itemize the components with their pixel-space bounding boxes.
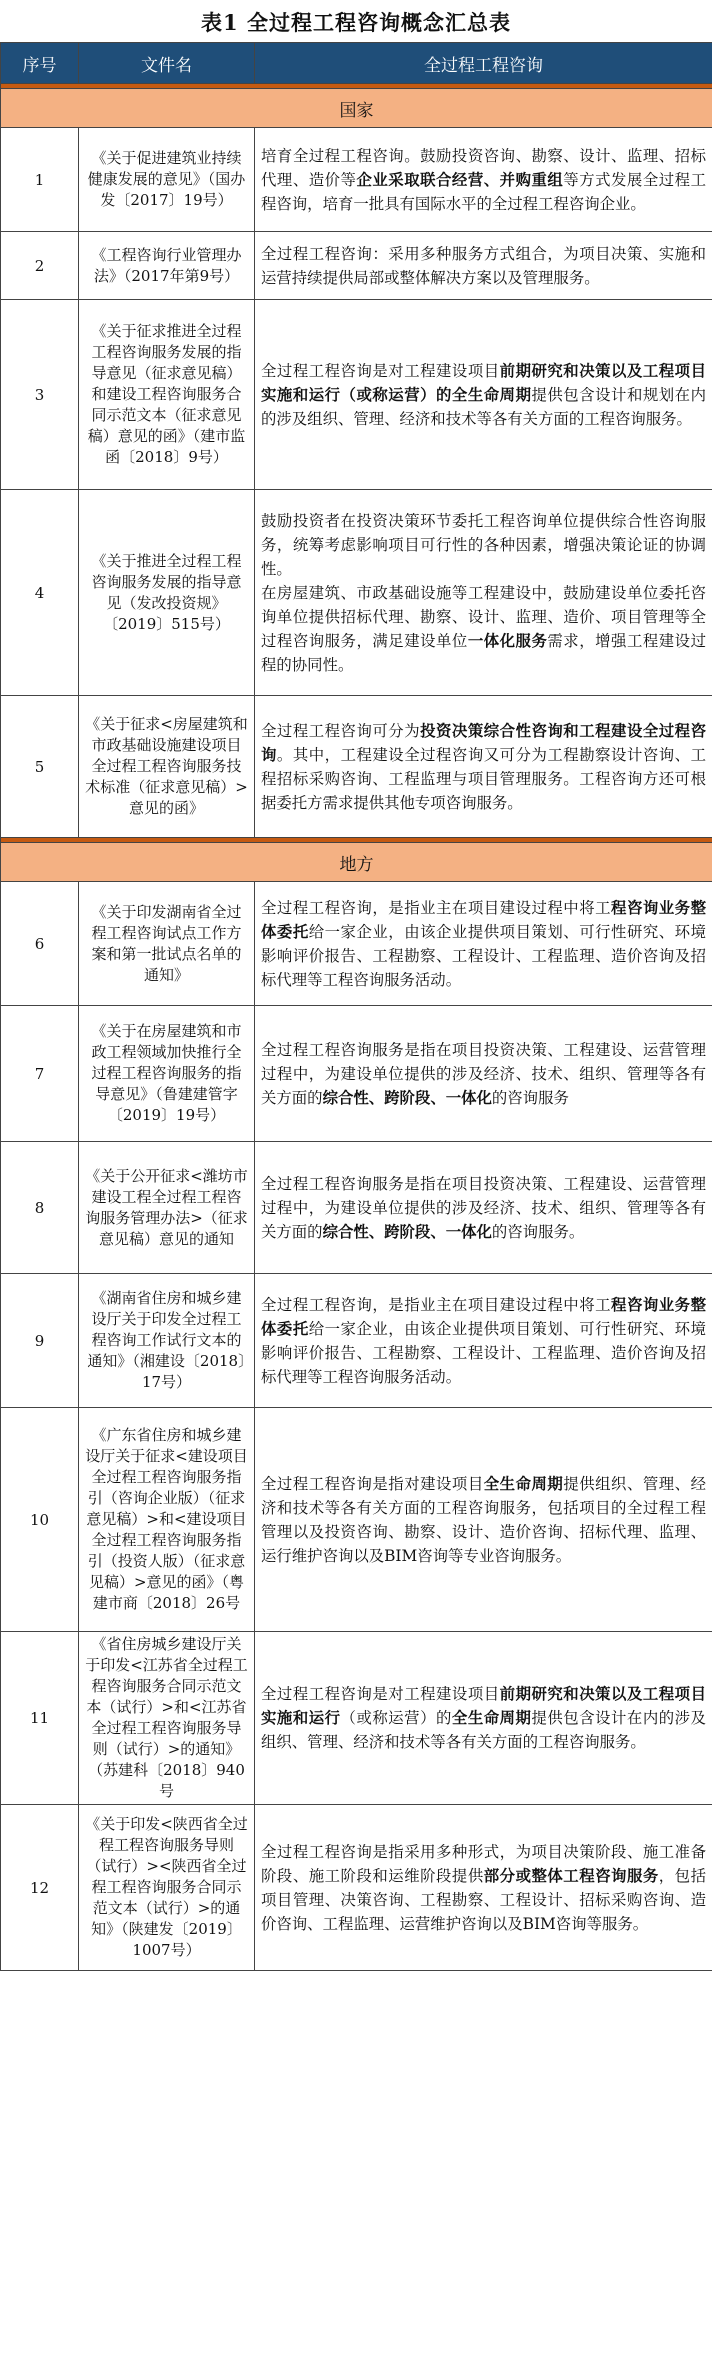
- document-name: 《关于推进全过程工程咨询服务发展的指导意见（发改投资规》〔2019〕515号）: [79, 490, 255, 696]
- table-row: [1, 882, 712, 1006]
- description-text: 全过程工程咨询：采用多种服务方式组合，为项目决策、实施和运营持续提供局部或整体解决方案以及管理服务。: [261, 244, 706, 287]
- consulting-description: [255, 1274, 712, 1408]
- header-filename: 文件名: [79, 43, 255, 84]
- consulting-description: [255, 1805, 712, 1971]
- row-number: 4: [1, 490, 79, 696]
- section-national-label: 国家: [1, 89, 712, 128]
- table-row: [1, 1632, 712, 1805]
- consulting-description: [255, 1408, 712, 1632]
- table-title: 表1 全过程工程咨询概念汇总表: [201, 10, 511, 35]
- consulting-description: [255, 1142, 712, 1274]
- description-text: 全过程工程咨询是指对建设项目: [261, 1474, 484, 1493]
- consulting-description: [255, 128, 712, 232]
- document-name: 《关于征求<房屋建筑和市政基础设施建设项目全过程工程咨询服务技术标准（征求意见稿）>意见的函》: [79, 696, 255, 838]
- document-name: 《广东省住房和城乡建设厅关于征求<建设项目全过程工程咨询服务指引（咨询企业版）（征求意见稿）>和<建设项目全过程工程咨询服务指引（投资人版）（征求意见稿）>意见的函》（粤建市商〔2018〕26号: [79, 1408, 255, 1632]
- consulting-description: [255, 232, 712, 300]
- table-row: [1, 696, 712, 838]
- table-row: [1, 1142, 712, 1274]
- row-number: 5: [1, 696, 79, 838]
- row-number: 6: [1, 882, 79, 1006]
- description-text: 等方式发展全过程工程咨询，培育一批具有国际水平的全过程工程咨询企业。: [261, 170, 706, 213]
- row-number: 9: [1, 1274, 79, 1408]
- document-name: 《湖南省住房和城乡建设厅关于印发全过程工程咨询工作试行文本的通知》（湘建设〔2018〕17号）: [79, 1274, 255, 1408]
- consulting-description: [255, 300, 712, 490]
- description-emphasis: 前期研究和决策以及工程项目实施和运行（或称运营）的全生命周期: [261, 361, 706, 404]
- description-emphasis: 全生命周期: [483, 1474, 564, 1493]
- consulting-description: [255, 696, 712, 838]
- description-text: 提供组织、管理、经济和技术等各有关方面的工程咨询服务，包括项目的全过程工程管理以及投资咨询、勘察、设计、造价咨询、招标代理、监理、运行维护咨询以及BIM咨询等专业咨询服务。: [261, 1474, 706, 1565]
- table-row: [1, 1006, 712, 1142]
- description-text: 全过程工程咨询可分为: [261, 721, 421, 740]
- document-name: 《关于印发湖南省全过程工程咨询试点工作方案和第一批试点名单的通知》: [79, 882, 255, 1006]
- description-text: 全过程工程咨询，是指业主在项目建设过程中将工: [261, 898, 612, 917]
- document-name: 《省住房城乡建设厅关于印发<江苏省全过程工程咨询服务合同示范文本（试行）>和<江苏省全过程工程咨询服务导则（试行）>的通知》（苏建科〔2018〕940号: [79, 1632, 255, 1805]
- section-national: [1, 89, 712, 128]
- section-local-label: 地方: [1, 843, 712, 882]
- document-name: 《关于公开征求<潍坊市建设工程全过程工程咨询服务管理办法>（征求意见稿）意见的通知: [79, 1142, 255, 1274]
- row-number: 3: [1, 300, 79, 490]
- table-row: [1, 128, 712, 232]
- table-row: [1, 232, 712, 300]
- document-name: 《关于促进建筑业持续健康发展的意见》（国办发〔2017〕19号）: [79, 128, 255, 232]
- description-emphasis: 一体化服务: [467, 631, 548, 650]
- description-emphasis: 投资决策综合性咨询和工程建设全过程咨询: [261, 721, 706, 764]
- description-text: 提供包含设计在内的涉及组织、管理、经济和技术等各有关方面的工程咨询服务。: [261, 1709, 706, 1751]
- section-local: [1, 843, 712, 882]
- description-emphasis: 企业采取联合经营、并购重组: [356, 170, 564, 189]
- table-row: [1, 1274, 712, 1408]
- description-text: 全过程工程咨询服务是指在项目投资决策、工程建设、运营管理过程中，为建设单位提供的涉及经济、技术、组织、管理等各有关方面的: [261, 1040, 706, 1107]
- document-name: 《关于印发<陕西省全过程工程咨询服务导则（试行）><陕西省全过程工程咨询服务合同示范文本（试行）>的通知》（陕建发〔2019〕1007号）: [79, 1805, 255, 1971]
- description-emphasis: 部分或整体工程咨询服务: [483, 1866, 659, 1885]
- consulting-description: [255, 490, 712, 696]
- row-number: 12: [1, 1805, 79, 1971]
- header-consulting: 全过程工程咨询: [255, 43, 712, 84]
- row-number: 10: [1, 1408, 79, 1632]
- description-text: 提供包含设计和规划在内的涉及组织、管理、经济和技术等各有关方面的工程咨询服务。: [261, 385, 706, 428]
- header-number: 序号: [1, 43, 79, 84]
- document-name: 《工程咨询行业管理办法》（2017年第9号）: [79, 232, 255, 300]
- description-text: ，包括项目管理、决策咨询、工程勘察、工程设计、招标采购咨询、造价咨询、工程监理、运营维护咨询以及BIM咨询等服务。: [261, 1866, 706, 1933]
- description-emphasis: 程咨询业务整体委托: [261, 898, 706, 941]
- document-name: 《关于征求推进全过程工程咨询服务发展的指导意见（征求意见稿）和建设工程咨询服务合同示范文本（征求意见稿）意见的函》（建市监函〔2018〕9号）: [79, 300, 255, 490]
- description-emphasis: 综合性、跨阶段、一体化: [322, 1222, 492, 1241]
- description-text: 需求，增强工程建设过程的协同性。: [261, 631, 706, 674]
- table-body: [1, 84, 712, 1971]
- description-emphasis: 全生命周期: [451, 1709, 532, 1727]
- description-text: 全过程工程咨询服务是指在项目投资决策、工程建设、运营管理过程中，为建设单位提供的涉及经济、技术、组织、管理等各有关方面的: [261, 1174, 706, 1241]
- consulting-description: [255, 1632, 712, 1805]
- description-text: 。其中，工程建设全过程咨询又可分为工程勘察设计咨询、工程招标采购咨询、工程监理与项目管理服务。工程咨询方还可根据委托方需求提供其他专项咨询服务。: [261, 745, 706, 812]
- consulting-description: [255, 1006, 712, 1142]
- row-number: 11: [1, 1632, 79, 1805]
- description-text: 给一家企业，由该企业提供项目策划、可行性研究、环境影响评价报告、工程勘察、工程设计、工程监理、造价咨询及招标代理等工程咨询服务活动。: [261, 922, 706, 989]
- description-text: 全过程工程咨询是对工程建设项目: [261, 361, 500, 380]
- table-row: [1, 490, 712, 696]
- table-row: [1, 1408, 712, 1632]
- description-text: （或称运营）的: [340, 1709, 452, 1727]
- row-number: 2: [1, 232, 79, 300]
- row-number: 1: [1, 128, 79, 232]
- table-row: [1, 300, 712, 490]
- description-text: 全过程工程咨询是对工程建设项目: [261, 1685, 500, 1703]
- description-emphasis: 前期研究和决策以及工程项目实施和运行: [261, 1685, 706, 1727]
- description-text: 培育全过程工程咨询。鼓励投资咨询、勘察、设计、监理、招标代理、造价等: [261, 146, 706, 189]
- summary-table: [0, 42, 712, 1971]
- row-number: 7: [1, 1006, 79, 1142]
- description-text: 的咨询服务。: [491, 1222, 585, 1241]
- description-emphasis: 综合性、跨阶段、一体化: [322, 1088, 492, 1107]
- description-text: 鼓励投资者在投资决策环节委托工程咨询单位提供综合性咨询服务，统筹考虑影响项目可行性的各种因素，增强决策论证的协调性。: [261, 511, 706, 578]
- row-number: 8: [1, 1142, 79, 1274]
- description-text: 给一家企业，由该企业提供项目策划、可行性研究、环境影响评价报告、工程勘察、工程设计、工程监理、造价咨询及招标代理等工程咨询服务活动。: [261, 1319, 706, 1386]
- description-text: 在房屋建筑、市政基础设施等工程建设中，鼓励建设单位委托咨询单位提供招标代理、勘察、设计、监理、造价、项目管理等全过程咨询服务，满足建设单位: [261, 583, 706, 650]
- table-row: [1, 1805, 712, 1971]
- header-row: [1, 43, 712, 84]
- description-text: 全过程工程咨询，是指业主在项目建设过程中将工: [261, 1295, 612, 1314]
- description-text: 的咨询服务: [491, 1088, 569, 1107]
- description-text: 全过程工程咨询是指采用多种形式，为项目决策阶段、施工准备阶段、施工阶段和运维阶段提供: [261, 1842, 706, 1885]
- document-name: 《关于在房屋建筑和市政工程领域加快推行全过程工程咨询服务的指导意见》（鲁建建管字〔2019〕19号）: [79, 1006, 255, 1142]
- description-emphasis: 程咨询业务整体委托: [261, 1295, 706, 1338]
- consulting-description: [255, 882, 712, 1006]
